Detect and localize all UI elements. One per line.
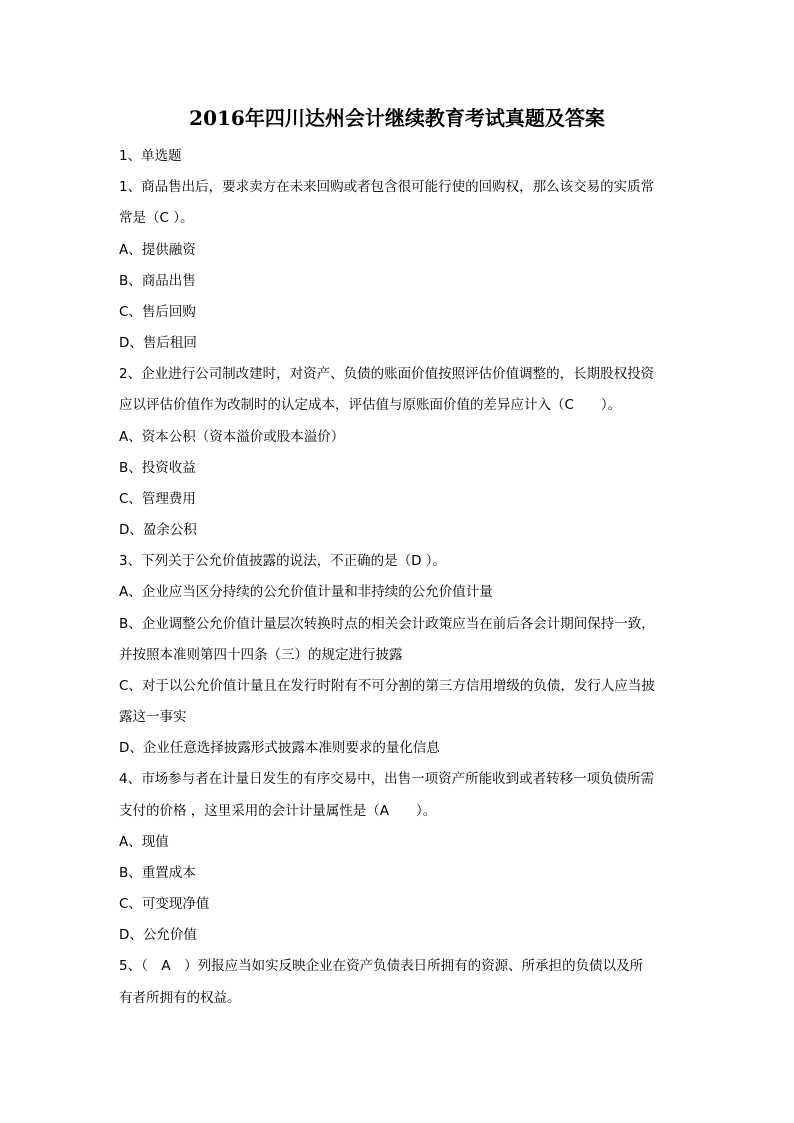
question-4-option-d: D、公允价值 (119, 927, 197, 943)
question-4-option-a: A、现值 (119, 834, 169, 850)
question-3-option-c: C、对于以公允价值计量且在发行时附有不可分割的第三方信用增级的负债，发行人应当披 (119, 678, 655, 694)
question-3-option-d: D、企业任意选择披露形式披露本准则要求的量化信息 (119, 740, 440, 756)
question-1-option-c: C、售后回购 (119, 304, 196, 320)
question-5-text-cont: 有者所拥有的权益。 (119, 990, 241, 1006)
question-3-option-b: B、企业调整公允价值计量层次转换时点的相关会计政策应当在前后各会计期间保持一致， (119, 616, 655, 632)
question-3-option-b-cont: 并按照本准则第四十四条（三）的规定进行披露 (119, 647, 403, 663)
question-3-option-c-cont: 露这一事实 (119, 709, 187, 725)
question-3-text: 3、下列关于公允价值披露的说法，不正确的是（D ）。 (119, 553, 447, 569)
question-1-option-d: D、售后租回 (119, 335, 197, 351)
section-heading: 1、单选题 (119, 148, 182, 164)
question-2-option-d: D、盈余公积 (119, 522, 197, 538)
question-3-option-a: A、企业应当区分持续的公允价值计量和非持续的公允价值计量 (119, 584, 493, 600)
question-2-option-a: A、资本公积（资本溢价或股本溢价） (119, 429, 345, 445)
question-2-option-c: C、管理费用 (119, 491, 196, 507)
question-4-option-c: C、可变现净值 (119, 896, 210, 912)
question-1-option-b: B、商品出售 (119, 273, 196, 289)
document-title: 2016年四川达州会计继续教育考试真题及答案 (189, 106, 605, 130)
question-5-text: 5、（ A ）列报应当如实反映企业在资产负债表日所拥有的资源、所承担的负债以及所 (119, 958, 644, 974)
question-2-text: 2、企业进行公司制改建时，对资产、负债的账面价值按照评估价值调整的，长期股权投资 (119, 366, 655, 382)
question-2-option-b: B、投资收益 (119, 460, 196, 476)
question-1-option-a: A、提供融资 (119, 242, 196, 258)
question-4-option-b: B、重置成本 (119, 865, 196, 881)
question-1-text-cont: 常是（C ）。 (119, 210, 194, 226)
question-4-text: 4、市场参与者在计量日发生的有序交易中，出售一项资产所能收到或者转移一项负债所需 (119, 771, 655, 787)
question-2-text-cont: 应以评估价值作为改制时的认定成本，评估值与原账面价值的差异应计入（C ）。 (119, 397, 622, 413)
question-4-text-cont: 支付的价格 ，这里采用的会计计量属性是（A ）。 (119, 803, 437, 819)
question-1-text: 1、商品售出后，要求卖方在未来回购或者包含很可能行使的回购权，那么该交易的实质常 (119, 179, 655, 195)
